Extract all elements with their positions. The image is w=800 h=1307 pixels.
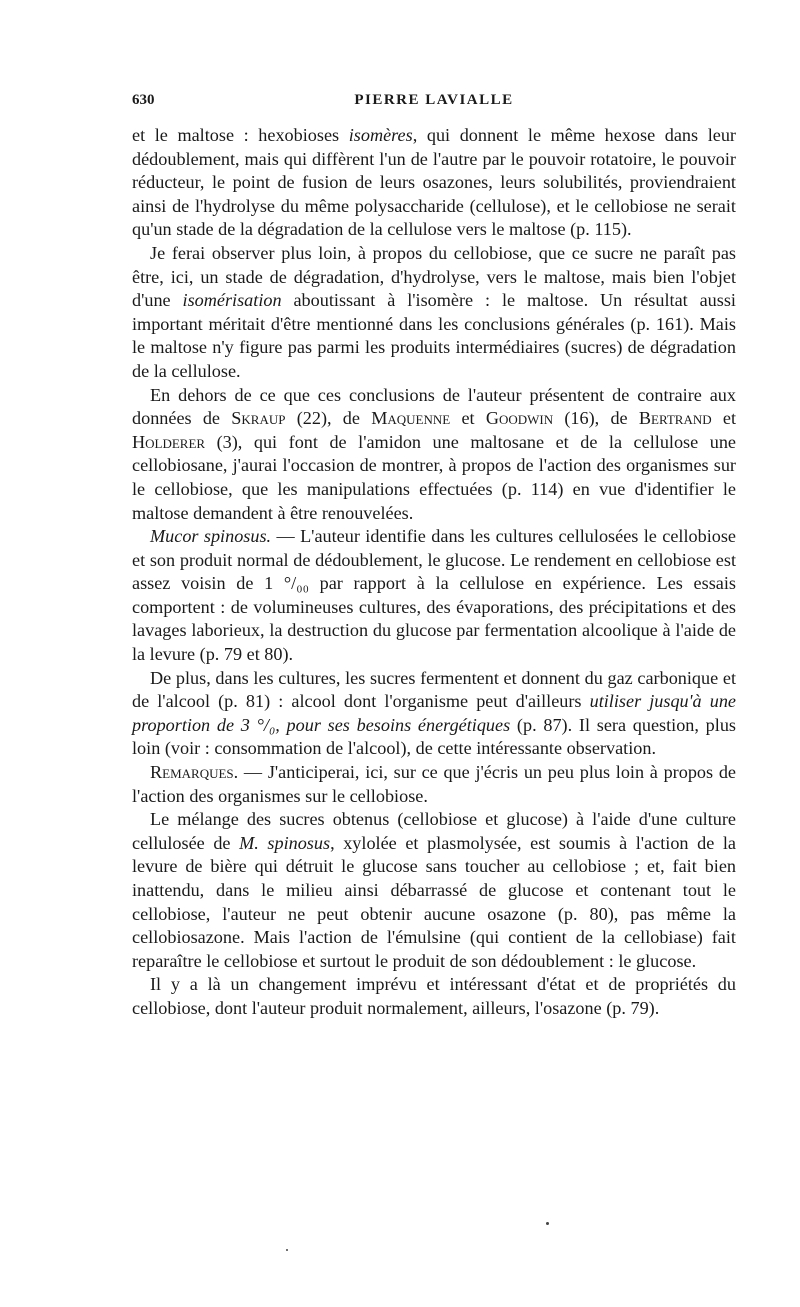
italic-term: isomères [348, 125, 413, 145]
author-name: Holderer [132, 431, 206, 452]
text-run: Le mélange des sucres obtenus (cellobiose et glucose) à l'aide d'une culture cellulosée de [132, 809, 736, 853]
running-head [132, 92, 736, 114]
text-run: De plus, dans les cultures, les sucres fermentent et donnent du gaz carbonique et de l'alcool (p. 81) : alcool dont l'organisme peut d'ailleurs [132, 667, 736, 712]
text-run: , qui donnent le même hexose dans leur dédoublement, mais qui diffèrent l'un de l'autre par le pouvoir rotatoire, le pouvoir réducteur, le point de fusion de leurs osazones, leurs solubilités, proviendraient ainsi de l'hydrolyse du même polysaccharide (cellulose), et le cellobiose ne serait qu'un stade de la dégradation de la cellulose vers le maltose (p. 115). [132, 125, 736, 240]
italic-species: M. spinosus [239, 832, 331, 853]
text-run: et [450, 408, 486, 429]
text-run: Il y a là un changement imprévu et intéressant d'état et de propriétés du cellobiose, dont l'auteur produit normalement, ailleurs, l'osazone (p. 79). [132, 974, 736, 1018]
page-number: 630 [132, 92, 155, 108]
author-name: Maquenne [371, 408, 451, 429]
paragraph-3 [132, 384, 736, 526]
print-speck [286, 1249, 288, 1251]
paragraph-7 [132, 808, 736, 973]
text-run: — J'anticiperai, ici, sur ce que j'écris un peu plus loin à propos de l'action des organismes sur le cellobiose. [132, 762, 736, 806]
text-run: , xylolée et plasmolysée, est soumis à l'action de la levure de bière qui détruit le glucose sans toucher au cellobiose ; et, fait bien inattendu, dans le milieu ainsi débarrassé de glucose et contenant tout le cellobiose, l'auteur ne peut obtenir aucune osazone (p. 80), pas même la cellobiosazone. Mais l'action de l'émulsine (qui contient de la cellobiase) fait reparaître le cellobiose et surtout le produit de son dédoublement : le glucose. [132, 832, 737, 971]
species-heading: Mucor spinosus. [150, 526, 272, 547]
print-speck [546, 1222, 549, 1225]
text-run: aboutissant à l'isomère : le maltose. Un résultat aussi important méritait d'être mentionné dans les conclusions générales (p. 161). Mais le maltose n'y figure pas parmi les produits intermédiaires (sucres) de dégradation de la cellulose. [132, 290, 736, 381]
author-name: Skraup [231, 408, 286, 429]
paragraph-1 [132, 124, 736, 242]
paragraph-5 [132, 667, 736, 761]
text-run: (22), de [285, 408, 372, 429]
text-run: Je ferai observer plus loin, à propos du cellobiose, que ce sucre ne paraît pas être, ici, un stade de dégradation, d'hydrolyse, vers le maltose, mais bien l'objet d'une [132, 242, 736, 311]
italic-phrase: utiliser jusqu'à une proportion de 3 °/₀, pour ses besoins énergétiques [132, 691, 736, 735]
text-run: et le maltose : hexobioses [132, 125, 349, 145]
author-name: Goodwin [485, 408, 554, 429]
paragraph-6 [132, 761, 736, 808]
text-run: (p. 87). Il sera question, plus loin (voir : consommation de l'alcool), de cette intéressante observation. [132, 714, 736, 759]
body-text [132, 124, 736, 1021]
text-run: (3), qui font de l'amidon une maltosane et de la cellulose une cellobiosane, j'aurai l'occasion de montrer, à propos de l'action des organismes sur le cellobiose, que les manipulations effectuées (p. 114) en vue d'identifier le maltose demandent à être renouvelées. [132, 431, 736, 523]
author-name: Bertrand [638, 408, 712, 429]
text-run: (16), de [553, 408, 639, 429]
text-run: et [711, 408, 736, 429]
running-title: PIERRE LAVIALLE [354, 92, 514, 108]
text-run: — L'auteur identifie dans les cultures cellulosées le cellobiose et son produit normal de dédoublement, le glucose. Le rendement en cellobiose est assez voisin de 1 °/₀₀ par rapport à la cellulose en expérience. Les essais comportent : de volumineuses cultures, des évaporations, des précipitations et des lavages laborieux, la destruction du glucose par fermentation alcoolique à l'aide de la levure (p. 79 et 80). [132, 526, 736, 665]
text-run: En dehors de ce que ces conclusions de l'auteur présentent de contraire aux données de [132, 384, 736, 429]
italic-term: isomérisation [182, 290, 282, 311]
paragraph-8 [132, 973, 736, 1020]
section-label: Remarques. [150, 762, 239, 783]
paragraph-2 [132, 242, 736, 384]
paragraph-4 [132, 525, 736, 667]
